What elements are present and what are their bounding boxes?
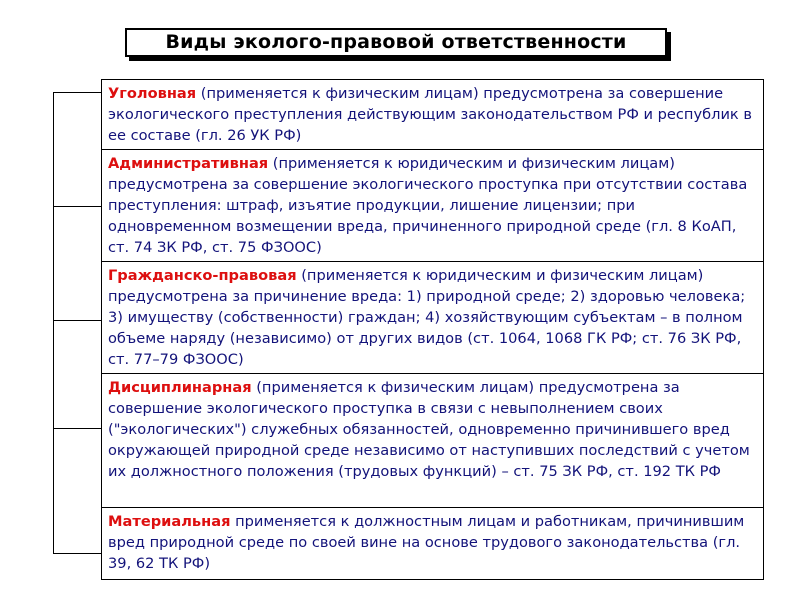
liability-block-criminal [101,79,764,150]
liability-block-civil [101,261,764,374]
bracket-vertical-line [53,92,54,553]
liability-description: (применяется к юридическим и физическим лицам) предусмотрена за причинение вреда: 1) природной среде; 2) здоровью человека; 3) имуществу (собственности) граждан; 4) хозяйствующим субъектам – в полном объеме наряду (независимо) от других видов (ст. 1064, 1068 ГК РФ; ст. 76 ЗК РФ, ст. 77–79 ФЗООС) [108,267,746,368]
title-box [125,28,667,57]
bracket-tick-2 [53,206,101,207]
liability-block-disciplinary [101,373,764,508]
bracket-tick-3 [53,320,101,321]
liability-description: применяется к должностным лицам и работникам, причинившим вред природной среде по своей вине на основе трудового законодательства (гл. 39, 62 ТК РФ) [108,513,745,572]
liability-description: (применяется к физическим лицам) предусмотрена за совершение экологического проступка в связи с невыполнением своих ("экологических") служебных обязанностей, одновременно причинившего вред окружающей природной среде независимо от наступивших последствий с учетом их должностного положения (трудовых функций) – ст. 75 ЗК РФ, ст. 192 ТК РФ [108,379,750,480]
bracket-tick-5 [53,553,101,554]
liability-description: (применяется к физическим лицам) предусмотрена за совершение экологического преступления действующим законодательством РФ и республик в ее составе (гл. 26 УК РФ) [108,85,752,144]
bracket-tick-4 [53,428,101,429]
liability-term: Уголовная [108,85,197,102]
liability-block-material [101,507,764,580]
liability-description: (применяется к юридическим и физическим лицам) предусмотрена за совершение экологического проступка при отсутствии состава преступления: штраф, изъятие продукции, лишение лицензии; при одновременном возмещении вреда, причиненного природной среде (гл. 8 КоАП, ст. 74 ЗК РФ, ст. 75 ФЗООС) [108,155,748,256]
diagram-title: Виды эколого-правовой ответственности [165,31,627,53]
liability-term: Гражданско-правовая [108,267,297,284]
liability-term: Дисциплинарная [108,379,252,396]
liability-block-administrative [101,149,764,262]
liability-term: Административная [108,155,269,172]
bracket-tick-1 [53,92,101,93]
liability-term: Материальная [108,513,231,530]
